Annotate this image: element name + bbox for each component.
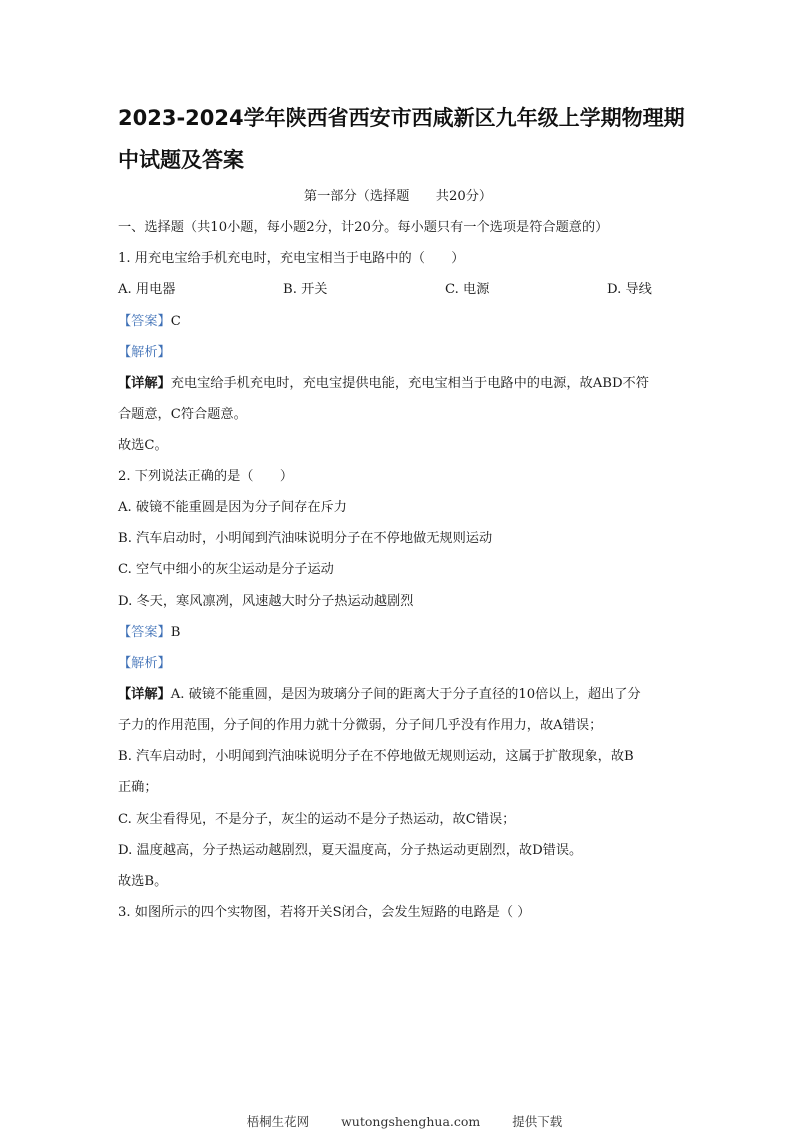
question-2-option-b: B. 汽车启动时，小明闻到汽油味说明分子在不停地做无规则运动 [118, 531, 493, 546]
section-heading: 一、选择题（共10小题，每小题2分，计20分。每小题只有一个选项是符合题意的） [118, 220, 609, 235]
document-title-line1: 2023-2024学年陕西省西安市西咸新区九年级上学期物理期 [118, 106, 685, 130]
answer-value: C [170, 314, 181, 329]
question-2-detail-line-5: C. 灰尘看得见，不是分子，灰尘的运动不是分子热运动，故C错误； [118, 812, 516, 827]
question-1-analysis-tag: 【解析】 [118, 345, 171, 360]
question-2-detail-line-6: D. 温度越高，分子热运动越剧烈，夏天温度高，分子热运动更剧烈，故D错误。 [118, 843, 583, 858]
detail-tag: 【详解】 [118, 376, 171, 391]
answer-value: B [170, 625, 181, 640]
option-a: A. 用电器 [118, 282, 176, 297]
question-2-conclusion: 故选B。 [118, 874, 168, 889]
question-2-detail-line-2: 子力的作用范围，分子间的作用力就十分微弱，分子间几乎没有作用力，故A错误； [118, 718, 603, 733]
option-d: D. 导线 [607, 282, 652, 297]
question-2-detail-line-1 [118, 686, 688, 704]
footer-site-name: 梧桐生花网 [246, 1114, 310, 1129]
option-c: C. 电源 [445, 282, 490, 297]
question-2-option-c: C. 空气中细小的灰尘运动是分子运动 [118, 562, 334, 577]
question-1-options [118, 281, 688, 299]
question-2-option-d: D. 冬天，寒风凛冽，风速越大时分子热运动越剧烈 [118, 594, 414, 609]
question-2-analysis-tag: 【解析】 [118, 656, 171, 671]
question-1-detail-line-1 [118, 375, 688, 393]
part-heading: 第一部分（选择题 共20分） [303, 189, 493, 204]
question-2-answer [118, 624, 688, 642]
answer-tag: 【答案】 [118, 625, 171, 640]
detail-text: 充电宝给手机充电时，充电宝提供电能，充电宝相当于电路中的电源，故ABD不符 [170, 376, 649, 391]
document-title-line2: 中试题及答案 [118, 148, 244, 172]
question-3-stem: 3. 如图所示的四个实物图，若将开关S闭合，会发生短路的电路是（ ） [118, 905, 531, 920]
question-2-detail-line-4: 正确； [118, 780, 158, 795]
question-1-conclusion: 故选C。 [118, 438, 168, 453]
question-2-stem: 2. 下列说法正确的是（ ） [118, 469, 294, 484]
footer-note: 提供下载 [512, 1114, 563, 1129]
footer-domain-link[interactable]: wutongshenghua.com [341, 1114, 481, 1129]
question-2-detail-line-3: B. 汽车启动时，小明闻到汽油味说明分子在不停地做无规则运动，这属于扩散现象，故B [118, 749, 634, 764]
answer-tag: 【答案】 [118, 314, 171, 329]
page-footer [0, 1097, 793, 1145]
detail-text: A. 破镜不能重圆，是因为玻璃分子间的距离大于分子直径的10倍以上，超出了分 [170, 687, 641, 702]
question-1-answer [118, 313, 688, 331]
detail-tag: 【详解】 [118, 687, 171, 702]
question-1-stem: 1. 用充电宝给手机充电时，充电宝相当于电路中的（ ） [118, 251, 465, 266]
question-1-detail-line-2: 合题意，C符合题意。 [118, 407, 247, 422]
question-2-option-a: A. 破镜不能重圆是因为分子间存在斥力 [118, 500, 347, 515]
option-b: B. 开关 [283, 282, 328, 297]
